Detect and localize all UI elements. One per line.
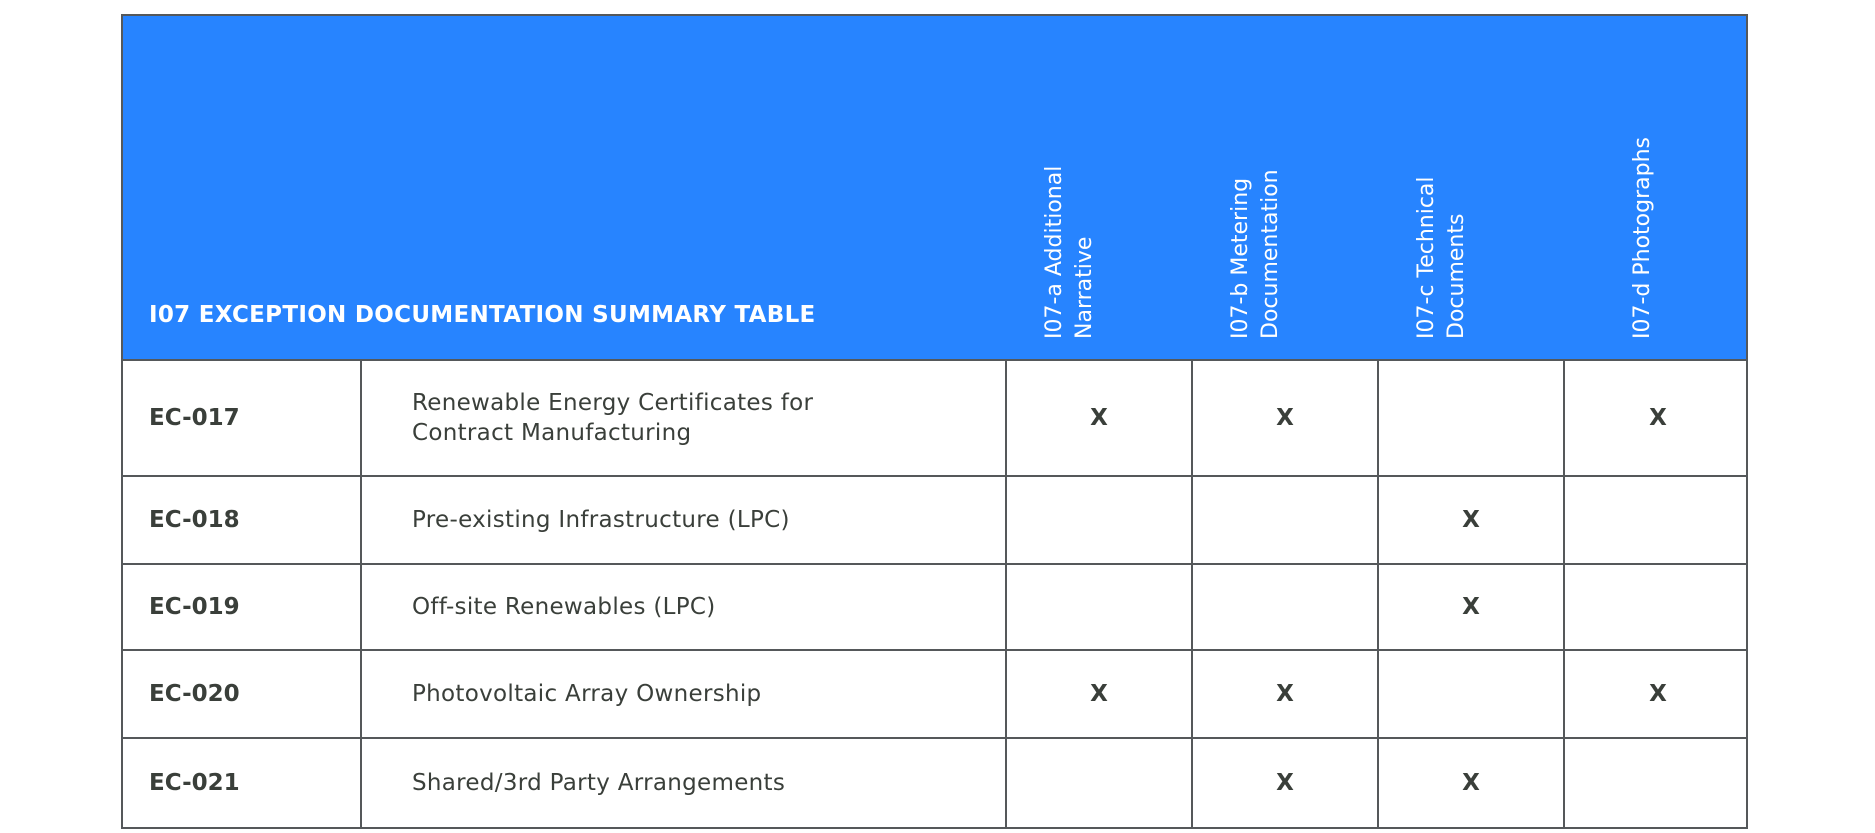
- mark-i07c: X: [1379, 565, 1565, 649]
- mark-i07d: [1565, 739, 1751, 827]
- mark-i07a: X: [1007, 651, 1193, 737]
- row-description: Pre-existing Infrastructure (LPC): [362, 477, 1007, 563]
- row-description: Shared/3rd Party Arrangements: [362, 739, 1007, 827]
- column-header-label: I07-c Technical Documents: [1414, 176, 1469, 339]
- mark-i07d: [1565, 565, 1751, 649]
- mark-i07b: X: [1193, 651, 1379, 737]
- mark-i07d: X: [1649, 681, 1667, 707]
- table-row: [123, 477, 1746, 565]
- mark-i07c: [1379, 361, 1565, 475]
- column-header-label: I07-a Additional Narrative: [1042, 165, 1097, 339]
- mark-i07b: [1193, 565, 1379, 649]
- mark-i07b: [1193, 477, 1379, 563]
- mark-i07d: X: [1649, 405, 1667, 431]
- row-description: Off-site Renewables (LPC): [362, 565, 1007, 649]
- mark-i07c: [1379, 651, 1565, 737]
- column-header-i07b: [1193, 16, 1379, 359]
- table-title: I07 EXCEPTION DOCUMENTATION SUMMARY TABLE: [149, 302, 816, 328]
- summary-table: [121, 14, 1748, 829]
- column-header-label: I07-d Photographs: [1630, 137, 1655, 339]
- table-row: [123, 739, 1746, 827]
- row-description: Renewable Energy Certificates for Contract Manufacturing: [362, 361, 1007, 475]
- mark-i07b: X: [1193, 739, 1379, 827]
- row-code: EC-017: [123, 361, 362, 475]
- table-row: [123, 651, 1746, 739]
- column-header-i07c: [1379, 16, 1565, 359]
- mark-i07a: [1007, 565, 1193, 649]
- mark-i07d: [1565, 477, 1751, 563]
- mark-i07a: [1007, 739, 1193, 827]
- mark-i07a: X: [1007, 361, 1193, 475]
- row-code: EC-021: [123, 739, 362, 827]
- row-code: EC-019: [123, 565, 362, 649]
- row-code: EC-018: [123, 477, 362, 563]
- mark-i07c: X: [1379, 477, 1565, 563]
- column-header-i07a: [1007, 16, 1193, 359]
- table-row: [123, 361, 1746, 477]
- column-header-label: I07-b Metering Documentation: [1228, 169, 1283, 339]
- row-description: Photovoltaic Array Ownership: [362, 651, 1007, 737]
- table-row: [123, 565, 1746, 651]
- column-header-i07d: [1565, 16, 1751, 359]
- mark-i07b: X: [1193, 361, 1379, 475]
- row-code: EC-020: [123, 651, 362, 737]
- mark-i07a: [1007, 477, 1193, 563]
- mark-i07c: X: [1379, 739, 1565, 827]
- table-header: [123, 16, 1746, 361]
